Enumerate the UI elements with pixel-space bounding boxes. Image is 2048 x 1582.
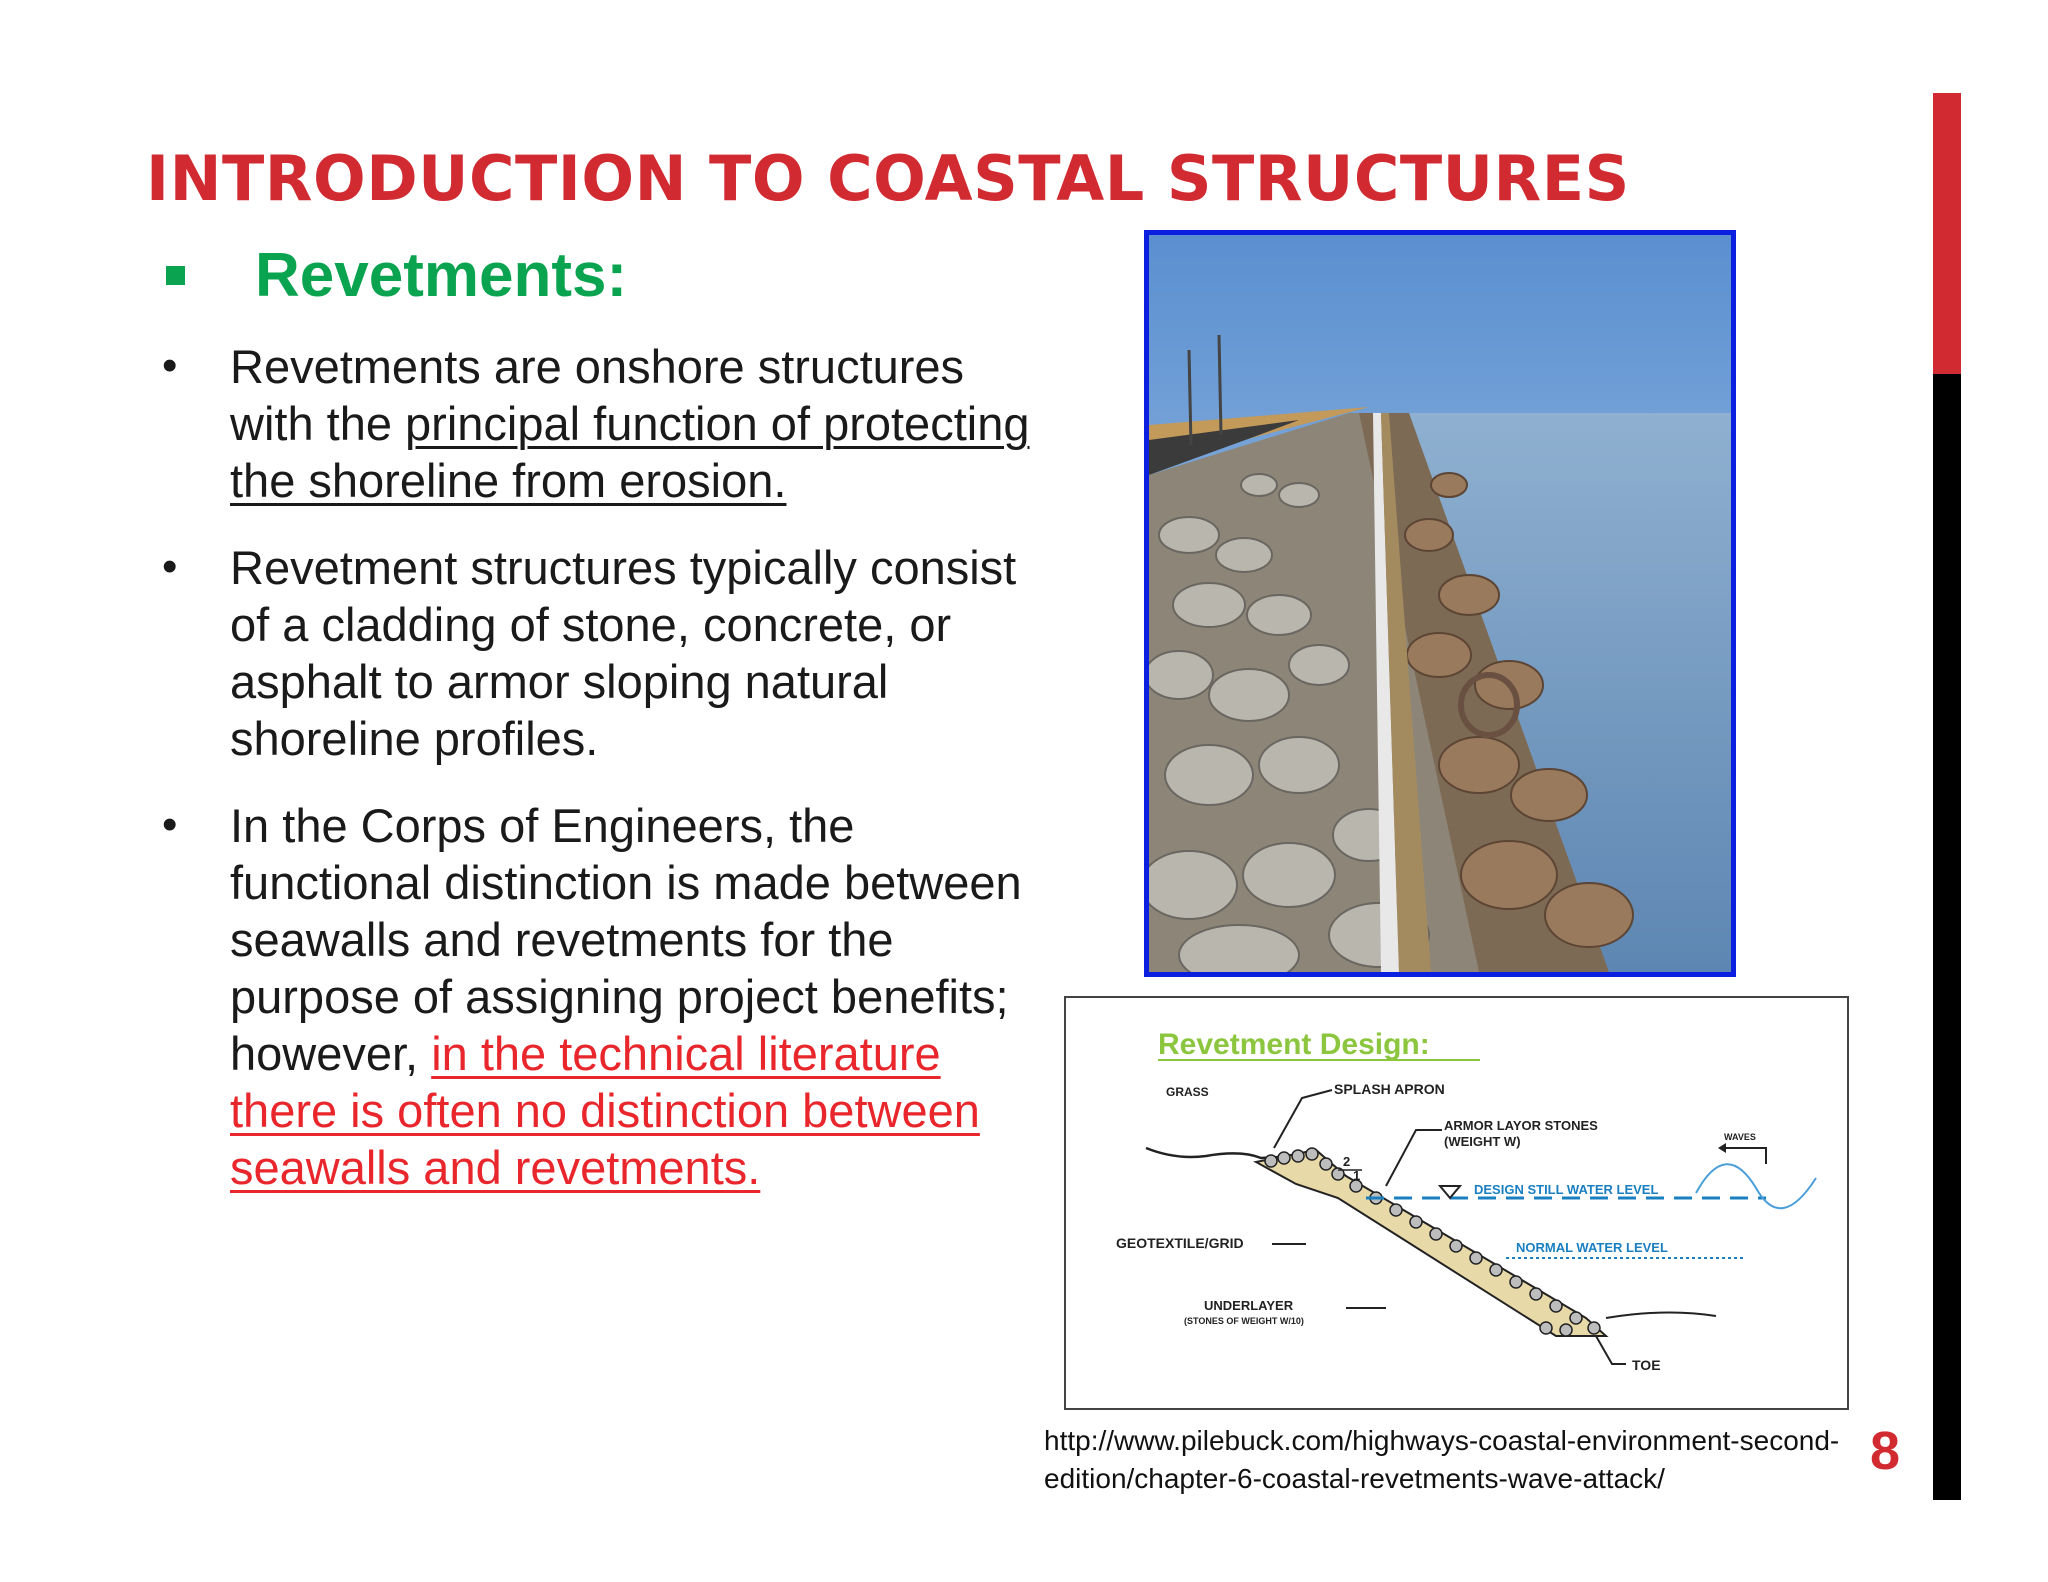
label-geotextile-grid: GEOTEXTILE/GRID xyxy=(1116,1235,1244,1251)
square-bullet-icon xyxy=(166,266,185,285)
revetment-design-diagram xyxy=(1064,996,1849,1410)
diagram-title: Revetment Design: xyxy=(1158,1028,1430,1061)
bullet-item xyxy=(160,338,1060,509)
sidebar-accent-black xyxy=(1933,374,1961,1500)
label-grass: GRASS xyxy=(1166,1085,1209,1099)
bullet-text-red-underlined: in the technical literature there is often no distinction between seawalls and revetments. xyxy=(230,1027,980,1194)
revetment-photo-image xyxy=(1149,235,1731,972)
source-url: http://www.pilebuck.com/highways-coastal-environment-second-edition/chapter-6-coastal-revetments-wave-attack/ xyxy=(1044,1425,1840,1494)
label-splash-apron: SPLASH APRON xyxy=(1334,1081,1445,1097)
revetment-diagram-svg xyxy=(1066,998,1847,1408)
slope-rise: 2 xyxy=(1343,1154,1351,1169)
label-underlayer-weight: (STONES OF WEIGHT W/10) xyxy=(1184,1316,1304,1326)
label-underlayer: UNDERLAYER xyxy=(1204,1298,1294,1313)
bullet-text-plain: In the Corps of Engineers, the functional distinction is made between seawalls and revetments for the purpose of assigning project benefits; however, xyxy=(230,799,1022,1080)
bullet-text: Revetment structures typically consist of a cladding of stone, concrete, or asphalt to armor sloping natural shoreline profiles. xyxy=(230,541,1017,765)
page-number: 8 xyxy=(1870,1421,1901,1481)
revetment-photo xyxy=(1144,230,1736,977)
label-armor-weight: (WEIGHT W) xyxy=(1444,1134,1521,1149)
slide-title: INTRODUCTION TO COASTAL STRUCTURES xyxy=(146,142,1630,215)
bullet-dot-icon: • xyxy=(162,341,178,390)
label-normal-water-level: NORMAL WATER LEVEL xyxy=(1516,1240,1668,1255)
bullet-list xyxy=(160,338,1060,1226)
slope-run: 1 xyxy=(1353,1168,1361,1183)
label-design-water-level: DESIGN STILL WATER LEVEL xyxy=(1474,1182,1659,1197)
subheading xyxy=(166,240,627,311)
bullet-item xyxy=(160,539,1060,767)
bullet-dot-icon: • xyxy=(162,800,178,849)
bullet-text xyxy=(230,797,1060,1196)
bullet-text-plain: Revetments are onshore structures with the xyxy=(230,340,965,450)
bullet-text xyxy=(230,338,1060,509)
bullet-text-underlined: principal function of protecting the shoreline from erosion. xyxy=(230,397,1030,507)
bullet-item xyxy=(160,797,1060,1196)
subheading-text: Revetments: xyxy=(255,241,628,310)
bullet-dot-icon: • xyxy=(162,542,178,591)
label-armor-layer: ARMOR LAYOR STONES xyxy=(1444,1118,1598,1133)
sidebar-accent-red xyxy=(1933,93,1961,374)
label-toe: TOE xyxy=(1632,1357,1661,1373)
label-waves: WAVES xyxy=(1724,1132,1756,1142)
